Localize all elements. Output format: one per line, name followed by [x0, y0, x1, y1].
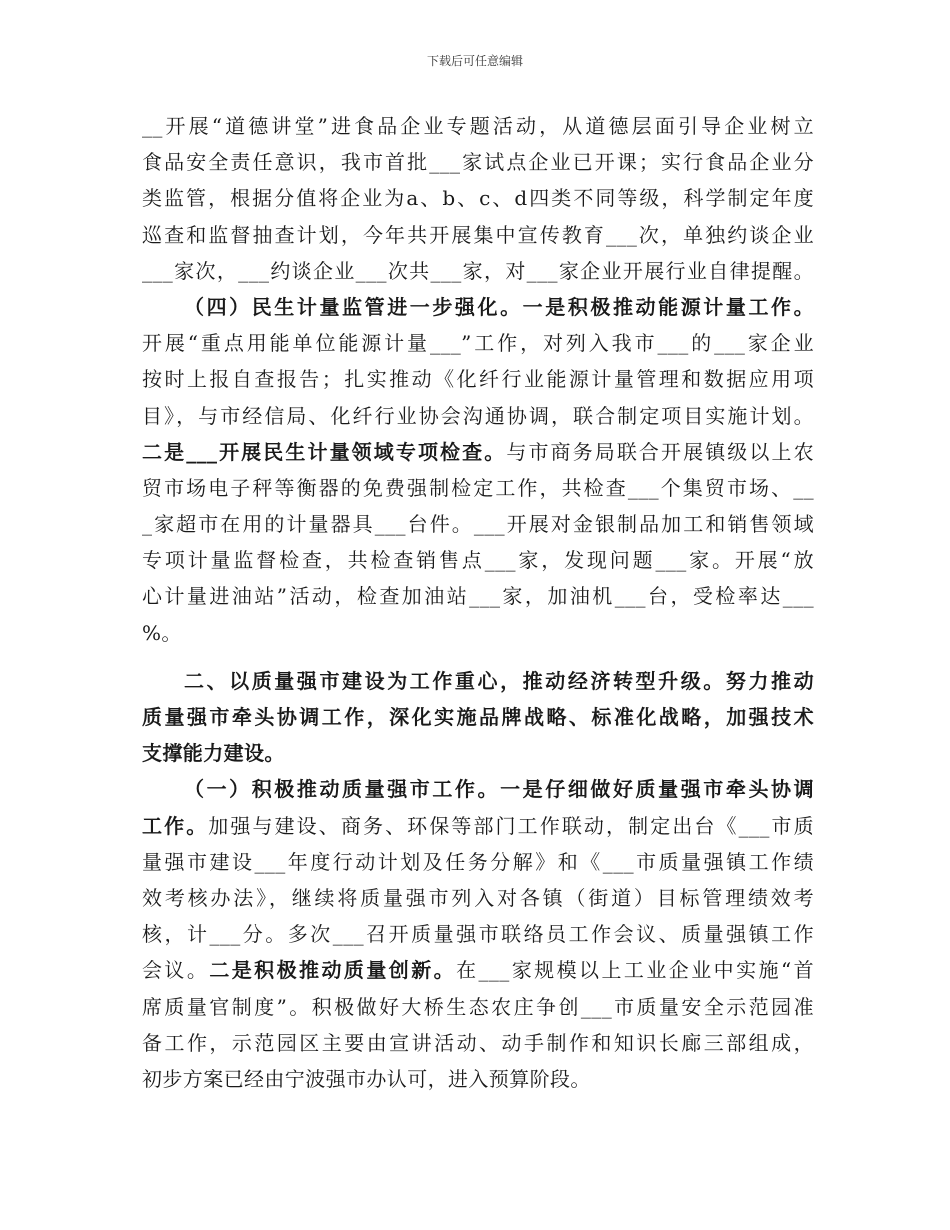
- body-line: 效考核办法》，继续将质量强市列入对各镇（街道）目标管理绩效考: [142, 885, 814, 910]
- body-line: 类监管，根据分值将企业为a、b、c、d四类不同等级，科学制定年度: [142, 186, 814, 211]
- body-line: 专项计量监督检查，共检查销售点___家，发现问题___家。开展“放: [142, 548, 814, 573]
- body-line: 备工作，示范园区主要由宣讲活动、动手制作和知识长廊三部组成，: [142, 1030, 814, 1055]
- section-heading: （四）民生计量监管进一步强化。一是积极推动能源计量工作。: [184, 294, 814, 319]
- body-line: 量强市建设___年度行动计划及任务分解》和《___市质量强镇工作绩: [142, 849, 814, 874]
- body-line: 席质量官制度”。积极做好大桥生态农庄争创___市质量安全示范园准: [142, 994, 814, 1019]
- section-heading: 质量强市牵头协调工作，深化实施品牌战略、标准化战略，加强技术: [142, 705, 814, 729]
- section-heading: 支撑能力建设。: [142, 741, 285, 766]
- body-line: 贸市场电子秤等衡器的免费强制检定工作，共检查___个集贸市场、__: [142, 475, 814, 500]
- section-heading: （一）积极推动质量强市工作。一是仔细做好质量强市牵头协调: [184, 777, 814, 802]
- body-line: ___家次，___约谈企业___次共___家，对___家企业开展行业自律提醒。: [142, 258, 814, 283]
- section-heading: 二、以质量强市建设为工作重心，推动经济转型升级。努力推动: [184, 668, 814, 693]
- body-line: 心计量进油站”活动，检查加油站___家，加油机___台，受检率达___: [142, 584, 814, 609]
- body-line: _家超市在用的计量器具___台件。___开展对金银制品加工和销售领域: [142, 512, 814, 537]
- body-line: 初步方案已经由宁波强市办认可，进入预算阶段。: [142, 1066, 591, 1091]
- document-body: [142, 108, 814, 1097]
- body-line: 开展“重点用能单位能源计量___”工作，对列入我市___的___家企业: [142, 331, 814, 356]
- body-line: 会议。二是积极推动质量创新。在___家规模以上工业企业中实施“首: [142, 958, 814, 983]
- body-line: 核，计___分。多次___召开质量强市联络员工作会议、质量强镇工作: [142, 922, 814, 947]
- body-line: 工作。加强与建设、商务、环保等部门工作联动，制定出台《___市质: [142, 813, 814, 838]
- page-header: 下载后可任意编辑: [426, 54, 523, 68]
- body-line: __开展“道德讲堂”进食品企业专题活动，从道德层面引导企业树立: [142, 114, 814, 138]
- body-line: %。: [142, 620, 182, 645]
- body-line: 巡查和监督抽查计划，今年共开展集中宣传教育___次，单独约谈企业: [142, 222, 814, 247]
- body-line: 二是___开展民生计量领域专项检查。与市商务局联合开展镇级以上农: [142, 439, 814, 464]
- body-line: 按时上报自查报告；扎实推动《化纤行业能源计量管理和数据应用项: [142, 367, 814, 392]
- body-line: 目》，与市经信局、化纤行业协会沟通协调，联合制定项目实施计划。: [142, 403, 814, 428]
- body-line: 食品安全责任意识，我市首批___家试点企业已开课；实行食品企业分: [142, 150, 814, 175]
